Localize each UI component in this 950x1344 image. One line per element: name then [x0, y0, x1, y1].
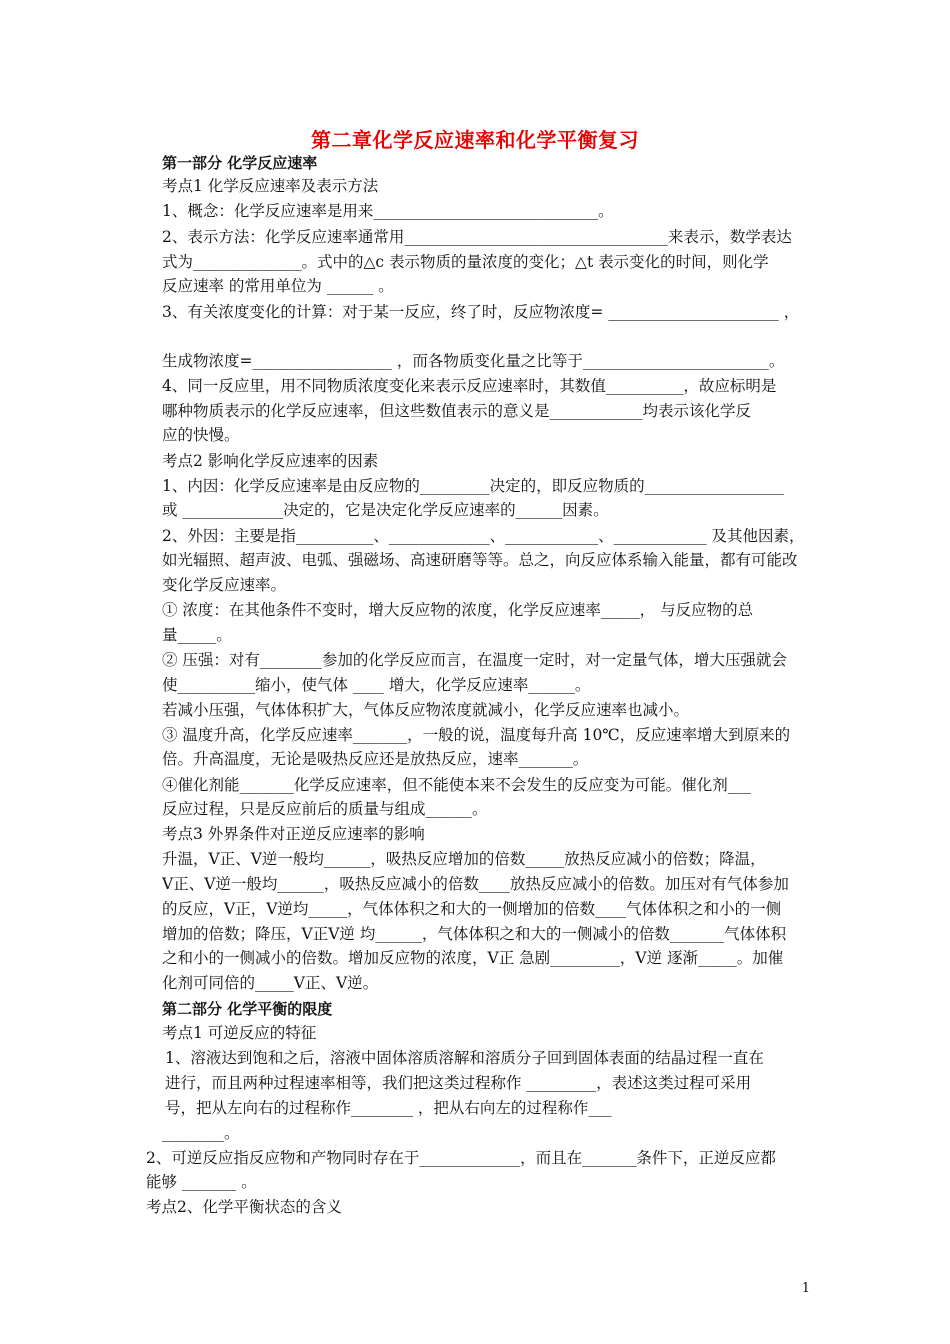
section-heading: 第一部分 化学反应速率	[162, 154, 318, 172]
text-line: 号，把从左向右的过程称作________ ，把从右向左的过程称作___	[165, 1099, 612, 1117]
text-line: 2、可逆反应指反应物和产物同时存在于_____________，而且在_______条件下，正逆反应都	[146, 1149, 776, 1167]
text-line: ② 压强：对有________参加的化学反应而言，在温度一定时，对一定量气体，增大压强就会	[162, 651, 787, 669]
text-line: 若减小压强，气体体积扩大，气体反应物浓度就减小，化学反应速率也减小。	[162, 701, 690, 719]
text-line: 反应过程，只是反应前后的质量与组成______。	[162, 800, 488, 818]
text-line: 2、表示方法：化学反应速率通常用__________________________________来表示，数学表达	[162, 228, 792, 246]
text-line: ④催化剂能_______化学反应速率，但不能使本来不会发生的反应变为可能。催化剂___	[162, 776, 752, 794]
text-line: 变化学反应速率。	[162, 576, 287, 594]
page-number: 1	[801, 1281, 810, 1296]
text-line: 考点1 可逆反应的特征	[162, 1024, 317, 1042]
text-line: 考点3 外界条件对正逆反应速率的影响	[162, 825, 425, 843]
text-line: 生成物浓度=__________________ ，而各物质变化量之比等于________________________。	[162, 352, 785, 370]
text-line: 式为______________。式中的△c 表示物质的量浓度的变化；△t 表示变化的时间，则化学	[162, 253, 769, 271]
text-line: ③ 温度升高，化学反应速率_______，一般的说，温度每升高 10℃，反应速率增大到原来的	[162, 726, 791, 744]
text-line: 1、内因：化学反应速率是由反应物的_________决定的，即反应物质的__________________	[162, 477, 785, 495]
text-line: 之和小的一侧减小的倍数。增加反应物的浓度，V正 急剧_________，V逆 逐渐_____。加催	[162, 949, 784, 967]
text-line: 使__________缩小，使气体 ____ 增大，化学反应速率______。	[162, 676, 591, 694]
text-line: 如光辐照、超声波、电弧、强磁场、高速研磨等等。总之，向反应体系输入能量，都有可能改	[162, 551, 798, 569]
text-line: 1、溶液达到饱和之后，溶液中固体溶质溶解和溶质分子回到固体表面的结晶过程一直在	[165, 1049, 764, 1067]
text-line: 进行，而且两种过程速率相等，我们把这类过程称作 _________，表述这类过程可采用	[165, 1074, 752, 1092]
text-line: 考点1 化学反应速率及表示方法	[162, 177, 379, 195]
text-line: ① 浓度：在其他条件不变时，增大反应物的浓度，化学反应速率_____， 与反应物的总	[162, 601, 754, 619]
section-heading: 第二部分 化学平衡的限度	[162, 1000, 333, 1018]
text-line: 化剂可同倍的_____V正、V逆。	[162, 974, 379, 992]
text-line: V正、V逆一般均______，吸热反应减小的倍数____放热反应减小的倍数。加压对有气体参加	[162, 875, 789, 893]
text-line: 倍。升高温度，无论是吸热反应还是放热反应，速率_______。	[162, 750, 589, 768]
text-line: 的反应，V正，V逆均_____，气体体积之和大的一侧增加的倍数____气体体积之和小的一侧	[162, 900, 782, 918]
text-line: 1、概念：化学反应速率是用来_____________________________。	[162, 202, 614, 220]
text-line: 量_____。	[162, 626, 232, 644]
text-line: 考点2、化学平衡状态的含义	[146, 1198, 342, 1216]
text-line: 升温，V正、V逆一般均______，吸热反应增加的倍数_____放热反应减小的倍数；降温，	[162, 850, 766, 868]
text-line: 增加的倍数；降压，V正V逆 均______，气体体积之和大的一侧减小的倍数_______气体体积	[162, 925, 787, 943]
text-line: 应的快慢。	[162, 426, 240, 444]
text-line: 考点2 影响化学反应速率的因素	[162, 452, 379, 470]
text-line: 能够 _______ 。	[146, 1173, 257, 1191]
text-line: 3、有关浓度变化的计算：对于某一反应，终了时，反应物浓度= ______________________ ，	[162, 303, 800, 321]
text-line: 2、外因：主要是指__________、_____________、____________、____________ 及其他因素，	[162, 527, 805, 545]
page-title: 第二章化学反应速率和化学平衡复习	[311, 128, 639, 152]
text-line: 反应速率 的常用单位为 ______ 。	[162, 277, 394, 295]
text-line: 或 _____________决定的，它是决定化学反应速率的______因素。	[162, 501, 609, 519]
text-line: 哪种物质表示的化学反应速率，但这些数值表示的意义是____________均表示该化学反	[162, 402, 752, 420]
text-line: 4、同一反应里，用不同物质浓度变化来表示反应速率时，其数值__________，故应标明是	[162, 377, 777, 395]
text-line: ________。	[162, 1124, 240, 1142]
